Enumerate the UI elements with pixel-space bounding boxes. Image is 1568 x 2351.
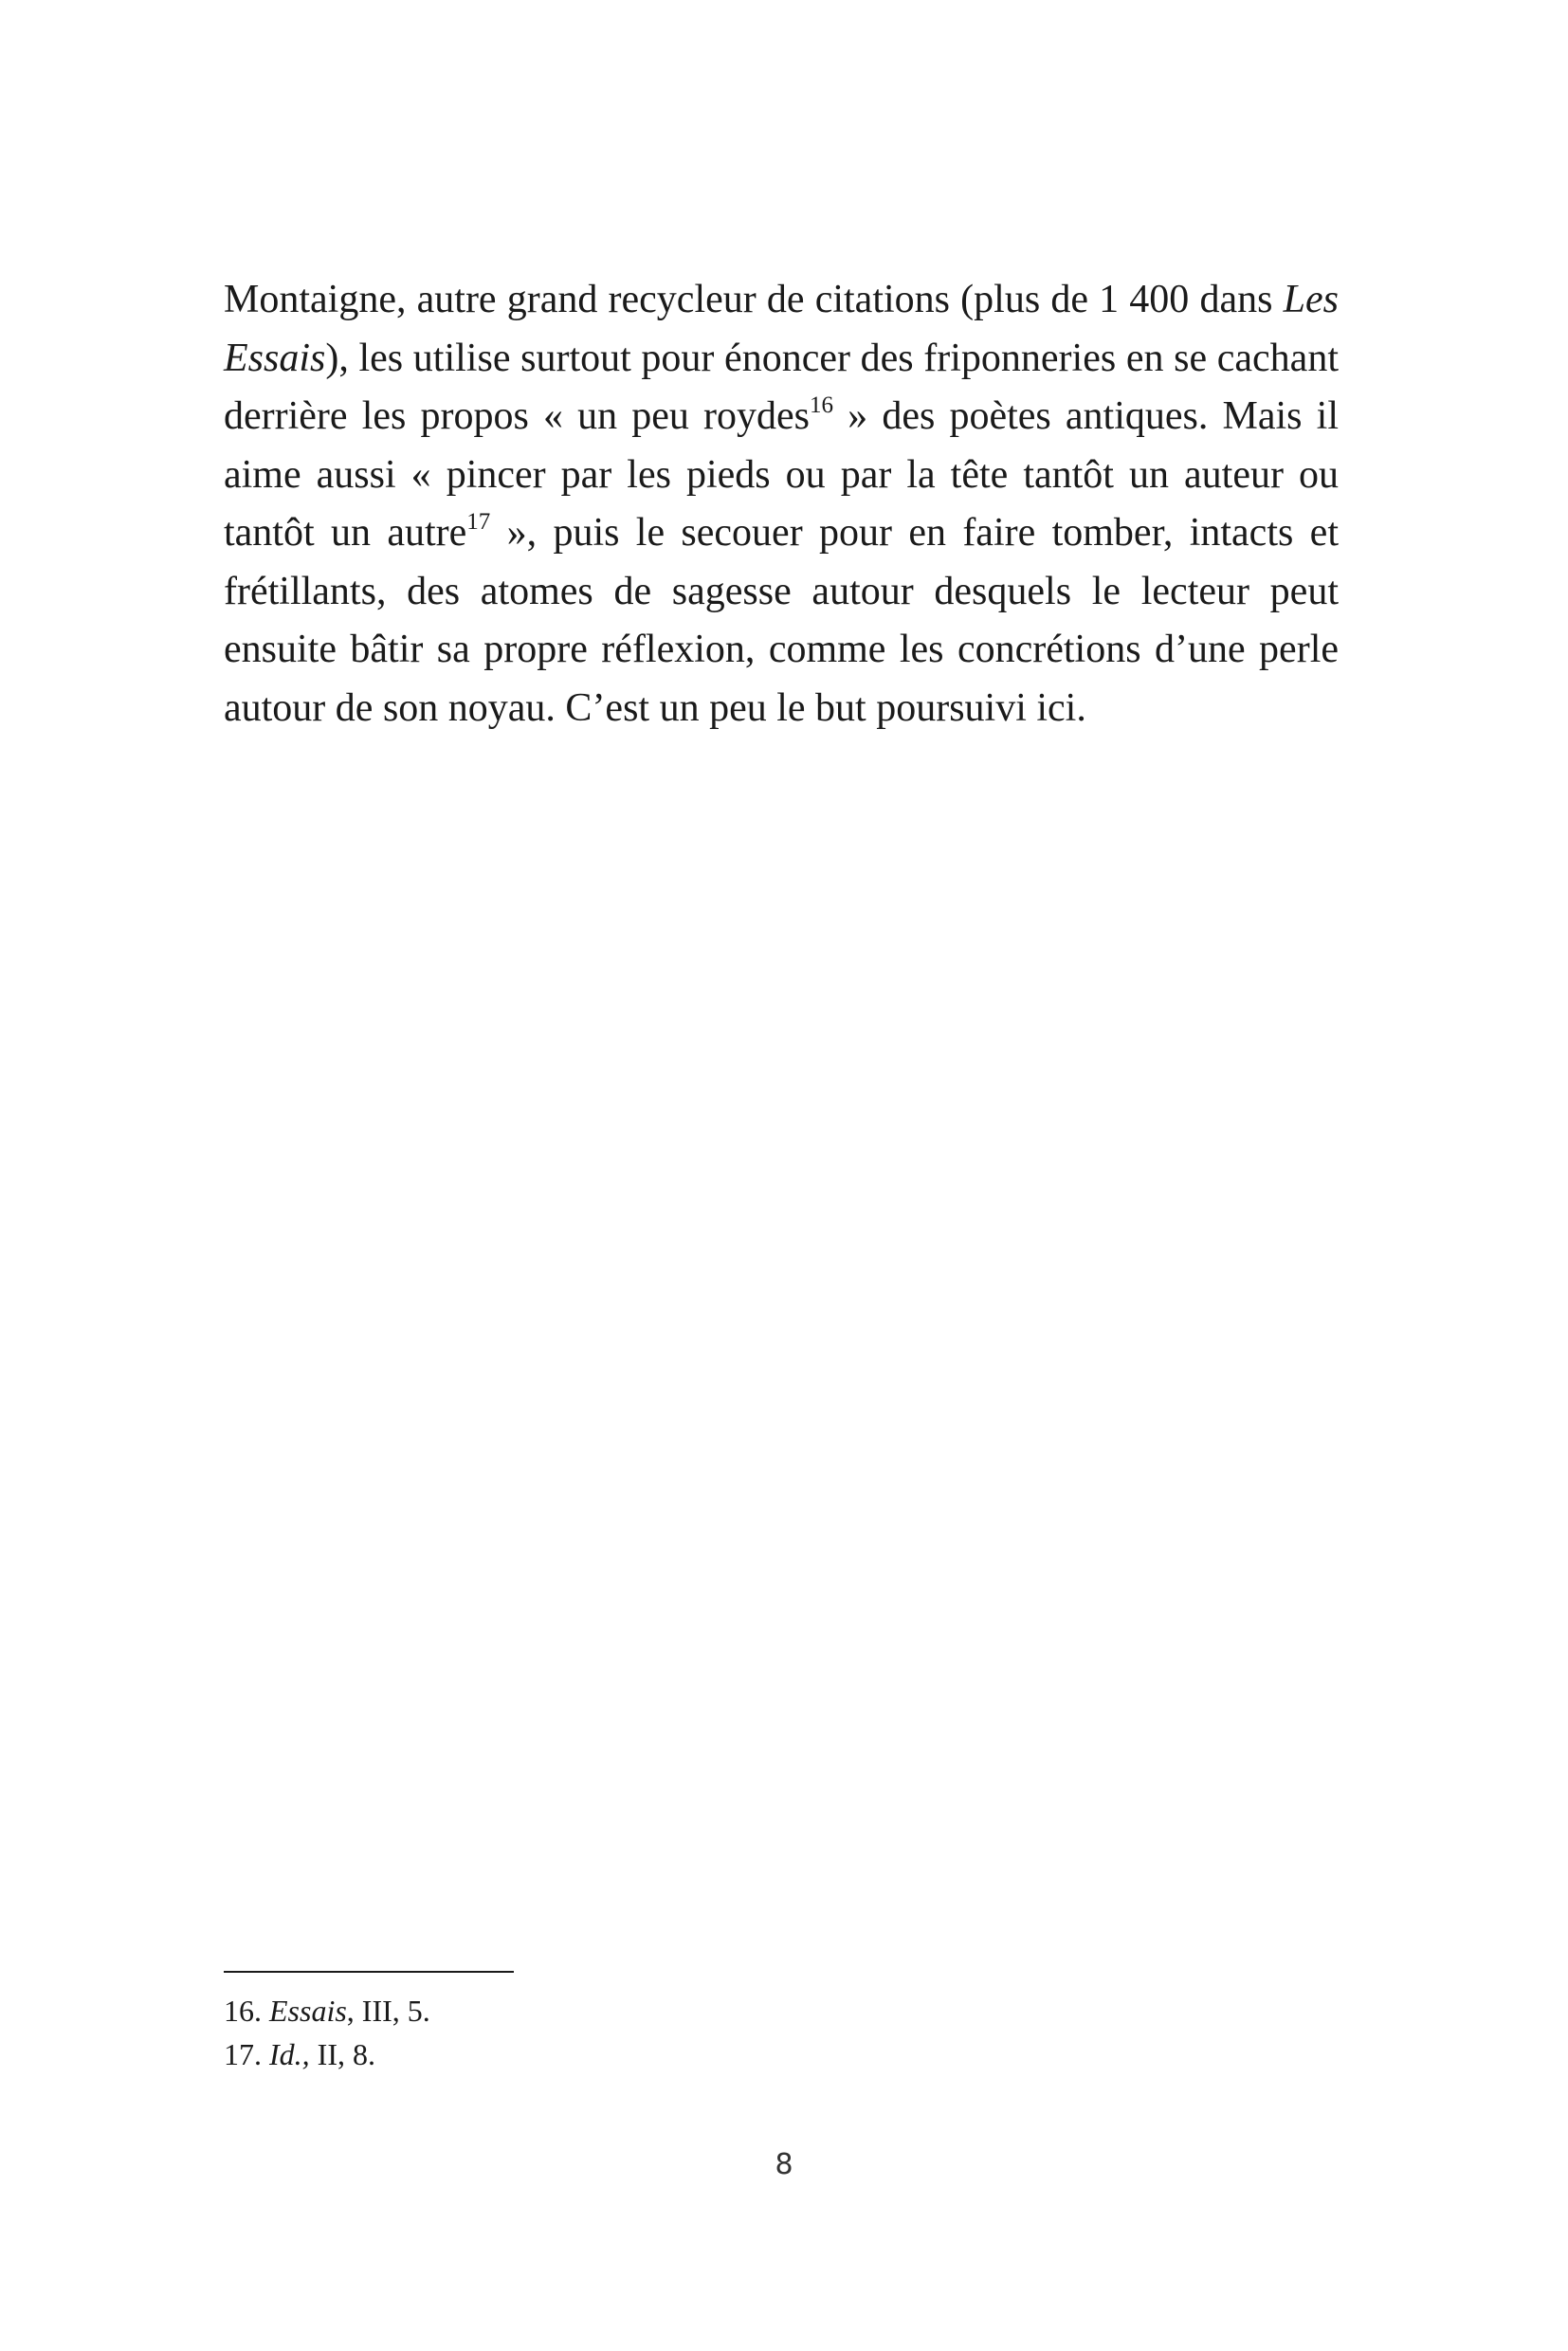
footnote-number: 17.	[224, 2037, 269, 2071]
page-number: 8	[775, 2148, 793, 2181]
footnote-source: Essais	[269, 1994, 347, 2028]
text-segment: Montaigne, autre grand recycleur de citations (plus de 1 400 dans	[224, 278, 1284, 321]
footnote-ref-17[interactable]: 17	[466, 509, 491, 535]
text-segment: » des poètes antiques. Mais il aime aussi « pincer par les pieds ou par la tête tantôt un auteur ou tantôt un autre	[224, 394, 1339, 555]
footnote-reference: II, 8.	[309, 2037, 375, 2071]
text-segment: ), les utilise surtout pour énoncer des friponneries en se cachant derrière les propos « un peu roydes	[224, 336, 1339, 438]
body-paragraph	[224, 271, 1339, 738]
footnote-16	[224, 1989, 1077, 2032]
footnotes	[224, 1989, 1077, 2076]
footnote-divider	[224, 1971, 514, 1973]
footnote-number: 16.	[224, 1994, 269, 2028]
book-title: Les Essais	[224, 278, 1339, 380]
text-segment: », puis le secouer pour en faire tomber, intacts et frétillants, des atomes de sagesse autour desquels le lecteur peut ensuite bâtir sa propre réflexion, comme les concrétions d’une perle autour de son noyau. C’est un peu le but poursuivi ici.	[224, 511, 1339, 730]
footnote-ref-16[interactable]: 16	[810, 392, 834, 418]
footnote-reference: , III, 5.	[346, 1994, 430, 2028]
footnote-source: Id.,	[269, 2037, 310, 2071]
footnote-17	[224, 2032, 1077, 2076]
